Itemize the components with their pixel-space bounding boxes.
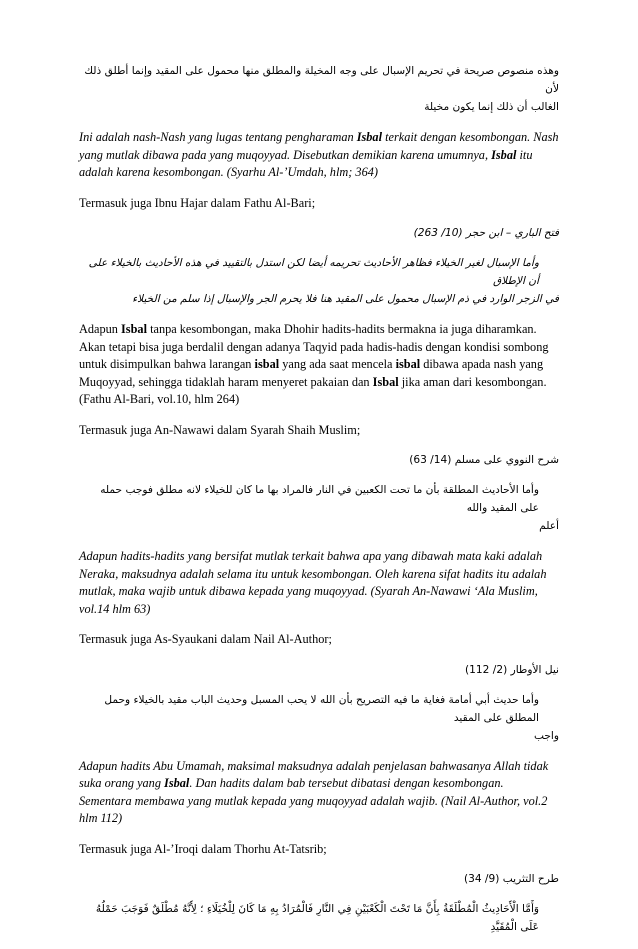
- bold-term: Isbal: [164, 776, 190, 790]
- text-run: Adapun hadits Abu Umamah, maksimal maksudnya adalah penjelasan bahwasanya Allah tidak suka orang yang: [79, 758, 549, 790]
- text-run: jika aman dari kesombongan. (Fathu Al-Bari, vol.10, hlm 264): [79, 374, 547, 406]
- reference-intro-1: Termasuk juga Ibnu Hajar dalam Fathu Al-Bari;: [79, 195, 316, 210]
- bold-term: isbal: [395, 357, 421, 371]
- text-run: dibawa apada nash yang Muqoyyad, sehingga tidaklah haram menyeret pakaian dan: [79, 357, 544, 389]
- reference-intro-2: Termasuk juga An-Nawawi dalam Syarah Shaih Muslim;: [79, 422, 361, 437]
- bold-term: Isbal: [356, 130, 382, 144]
- arabic-quote-iraqi: [79, 900, 559, 936]
- source-citation-1: فتح الباري – ابن حجر (10/ 263): [413, 227, 559, 239]
- translation-paragraph-2: [79, 321, 559, 409]
- reference-intro-4: Termasuk juga Al-’Iroqi dalam Thorhu At-Tatsrib;: [79, 841, 327, 856]
- arabic-line: أعلم: [539, 520, 559, 532]
- text-run: . Dan hadits dalam bab tersebut dibatasi dengan kesombongan. Sementara membawa yang mutlak kepada yang muqoyyad adalah wajib. (Nail Al-Author, vol.2 hlm 112): [79, 776, 548, 825]
- arabic-quote-ibn-taymiyyah: [79, 62, 559, 116]
- bold-term: Isbal: [121, 322, 147, 336]
- text-run: tanpa kesombongan, maka Dhohir hadits-hadits bermakna ia juga diharamkan. Akan tetapi bisa juga berdalil dengan adanya Taqyid pada hadis-hadis dengan kondisi sombong untuk disimpulkan bahwa larangan: [79, 322, 549, 371]
- translation-paragraph-3: Adapun hadits-hadits yang bersifat mutlak terkait bahwa apa yang dibawah mata kaki adalah Neraka, maksudnya adalah selama itu untuk kesombongan. Oleh karena sifat hadits itu adalah mutlak, maka wajib untuk dibawa kepada yang muqoyyad. (Syarah An-Nawawi ‘Ala Muslim, vol.14 hlm 63): [79, 549, 547, 616]
- bold-term: Isbal: [491, 147, 517, 162]
- arabic-line: في الزجر الوارد في ذم الإسبال محمول على المقيد هنا فلا يحرم الجر والإسبال إذا سلم من الخيلاء: [132, 293, 559, 305]
- arabic-quote-ibn-hajar: [79, 254, 559, 308]
- arabic-line: وأما الإسبال لغير الخيلاء فظاهر الأحاديث تحريمه أيضا لكن استدل بالتقييد في هذه الأحاديث بالخيلاء على أن الإطلاق: [88, 257, 539, 287]
- text-run: Adapun: [79, 322, 122, 336]
- arabic-line: وأما الأحاديث المطلقة بأن ما تحت الكعبين في النار فالمراد بها ما كان للخيلاء لانه مطلق فوجب حمله على المقيد والله: [100, 484, 539, 514]
- source-citation-3: نيل الأوطار (2/ 112): [465, 663, 559, 676]
- text-run: itu adalah karena kesombongan. (Syarhu Al-’Umdah, hlm; 364): [79, 147, 533, 179]
- text-run: terkait dengan kesombongan. Nash yang mutlak dibawa pada yang muqoyyad. Disebutkan demikian karena umumnya,: [79, 130, 559, 162]
- text-run: yang ada saat mencela: [279, 357, 396, 371]
- translation-paragraph-1: [79, 129, 559, 182]
- arabic-line: وهذه منصوص صريحة في تحريم الإسبال على وجه المخيلة والمطلق منها محمول على المقيد وإنما أطلق ذلك لأن: [84, 65, 559, 95]
- arabic-line: وَأَمَّا الْأَحَادِيثُ الْمُطْلَقَةُ بِأَنَّ مَا تَحْتَ الْكَعْبَيْنِ فِي النَّارِ فَالْمُرَادُ بِهِ مَا كَانَ لِلْخُيَلَاءِ ؛ لِأَنَّهُ مُطْلَقٌ فَوَجَبَ حَمْلُهُ عَلَى الْمُقَيَّدِ: [95, 903, 539, 933]
- arabic-line: وأما حديث أبي أمامة فغاية ما فيه التصريح بأن الله لا يحب المسبل وحديث الباب مقيد بالخيلاء وحمل المطلق على المقيد: [104, 693, 539, 724]
- text-run: Ini adalah nash-Nash yang lugas tentang pengharaman: [79, 130, 357, 144]
- source-citation-2: شرح النووي على مسلم (14/ 63): [409, 454, 559, 466]
- arabic-line: واجب: [533, 729, 559, 742]
- document-page: [79, 62, 559, 949]
- translation-paragraph-4: [79, 758, 559, 828]
- arabic-quote-shawkani: [79, 691, 559, 745]
- source-citation-4: طرح التثريب (9/ 34): [463, 873, 559, 885]
- reference-intro-3: Termasuk juga As-Syaukani dalam Nail Al-Author;: [79, 632, 332, 646]
- arabic-quote-nawawi: [79, 481, 559, 535]
- arabic-line: الغالب أن ذلك إنما يكون مخيلة: [424, 101, 559, 113]
- bold-term: Isbal: [372, 374, 399, 389]
- bold-term: isbal: [254, 357, 280, 371]
